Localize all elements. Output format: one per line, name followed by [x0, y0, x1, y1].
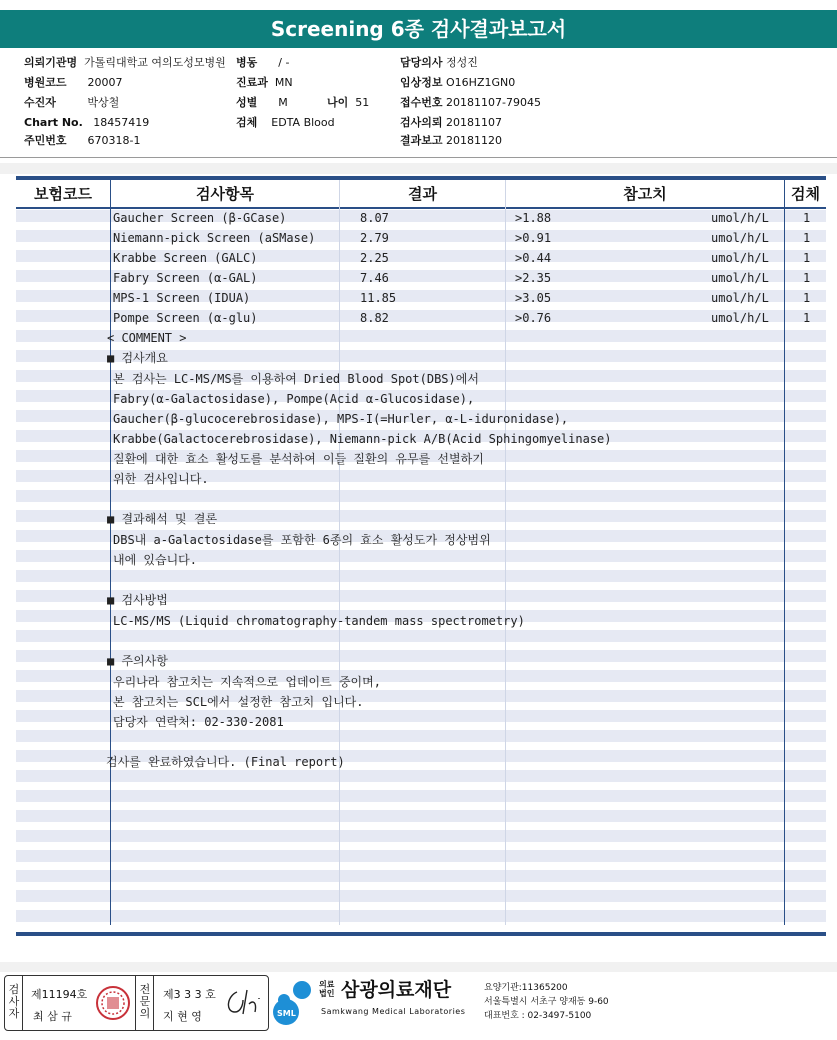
- row-stripe: [16, 810, 826, 822]
- examiner-license: 제11194호: [31, 988, 88, 1001]
- reference-value: >0.76: [515, 311, 552, 325]
- specimen-number: 1: [803, 291, 811, 305]
- specialist-name: 지 현 영: [163, 1010, 202, 1023]
- specimen-field: 검체 EDTA Blood: [236, 116, 335, 129]
- specimen-number: 1: [803, 231, 811, 245]
- column-divider: [505, 180, 506, 925]
- comment-line: 담당자 연락처: 02-330-2081: [113, 715, 284, 729]
- seal-stamp-icon: [95, 985, 131, 1021]
- report-date-field: 결과보고 20181120: [400, 134, 503, 147]
- clinical-info-field: 임상정보 O16HZ1GN0: [400, 76, 516, 89]
- ward-field: 병동 / -: [236, 56, 290, 69]
- section-heading: ■ 검사방법: [107, 593, 168, 607]
- result-item: Gaucher Screen (β-GCase): [113, 211, 287, 225]
- doctor-field: 담당의사 정성진: [400, 56, 478, 69]
- row-stripe: [16, 830, 826, 842]
- row-stripe: [16, 870, 826, 882]
- row-stripe: [16, 570, 826, 582]
- comment-line: LC-MS/MS (Liquid chromatography-tandem mass spectrometry): [113, 614, 525, 628]
- header-divider: [0, 157, 837, 158]
- reference-unit: umol/h/L: [711, 211, 769, 225]
- org-type-label: 의료 법인: [319, 980, 335, 998]
- comment-line: 본 참고치는 SCL에서 설정한 참고치 입니다.: [113, 695, 364, 709]
- result-value: 8.82: [360, 311, 389, 325]
- comment-tag: < COMMENT >: [107, 331, 187, 345]
- specimen-number: 1: [803, 311, 811, 325]
- chart-number-field: Chart No. 18457419: [24, 116, 150, 129]
- row-stripe: [16, 910, 826, 922]
- comment-line: Gaucher(β-glucocerebrosidase), MPS-I(=Hurler, α-L-iduronidase),: [113, 412, 569, 426]
- reference-value: >0.44: [515, 251, 552, 265]
- specimen-number: 1: [803, 211, 811, 225]
- specialist-license: 제3 3 3 호: [163, 988, 216, 1001]
- reference-value: >0.91: [515, 231, 552, 245]
- row-stripe: [16, 790, 826, 802]
- result-value: 7.46: [360, 271, 389, 285]
- row-stripe: [16, 850, 826, 862]
- section-heading: ■ 주의사항: [107, 654, 168, 668]
- comment-line: Fabry(α-Galactosidase), Pompe(Acid α-Glucosidase),: [113, 392, 475, 406]
- reference-unit: umol/h/L: [711, 231, 769, 245]
- resident-id-field: 주민번호 670318-1: [24, 134, 141, 147]
- comment-line: DBS내 a-Galactosidase를 포함한 6종의 효소 활성도가 정상범위: [113, 533, 491, 547]
- section-heading: ■ 결과해석 및 결론: [107, 512, 218, 526]
- result-value: 8.07: [360, 211, 389, 225]
- report-title: Screening 6종 검사결과보고서: [0, 10, 837, 48]
- institution-field: 의뢰기관명 가톨릭대학교 여의도성모병원: [24, 56, 226, 69]
- column-divider: [784, 180, 785, 925]
- reference-value: >1.88: [515, 211, 552, 225]
- row-stripe: [16, 890, 826, 902]
- section-gap: [0, 163, 837, 174]
- logo-text: SML: [277, 1009, 296, 1018]
- reference-unit: umol/h/L: [711, 251, 769, 265]
- hospital-code-field: 병원코드 20007: [24, 76, 123, 89]
- specimen-number: 1: [803, 271, 811, 285]
- reference-unit: umol/h/L: [711, 291, 769, 305]
- examiner-name: 최 삼 규: [33, 1010, 72, 1023]
- row-stripe: [16, 630, 826, 642]
- col-header-result: 결과: [408, 185, 437, 203]
- result-item: MPS-1 Screen (IDUA): [113, 291, 251, 305]
- col-header-test-item: 검사항목: [196, 185, 254, 203]
- org-phone: 대표번호 : 02-3497-5100: [484, 1011, 592, 1021]
- result-value: 2.79: [360, 231, 389, 245]
- result-value: 11.85: [360, 291, 397, 305]
- examiner-label: 검사자: [8, 983, 20, 1020]
- comment-line: 질환에 대한 효소 활성도를 분석하여 이들 질환의 유무를 선별하기: [113, 452, 484, 466]
- column-divider: [339, 180, 340, 925]
- org-address: 서울특별시 서초구 양재동 9-60: [484, 997, 609, 1007]
- col-header-insurance-code: 보험코드: [34, 185, 92, 203]
- result-item: Pompe Screen (α-glu): [113, 311, 258, 325]
- reference-value: >2.35: [515, 271, 552, 285]
- signature-icon: [219, 986, 263, 1018]
- org-name: 삼광의료재단: [341, 979, 452, 1001]
- result-item: Fabry Screen (α-GAL): [113, 271, 258, 285]
- section-heading: ■ 검사개요: [107, 351, 168, 365]
- comment-line: 우리나라 참고치는 지속적으로 업데이트 중이며,: [113, 675, 381, 689]
- signature-box: [4, 975, 269, 1031]
- col-header-reference: 참고치: [623, 185, 667, 203]
- receipt-number-field: 접수번호 20181107-79045: [400, 96, 541, 109]
- care-code: 요양기관:11365200: [484, 983, 568, 993]
- specimen-number: 1: [803, 251, 811, 265]
- reference-unit: umol/h/L: [711, 271, 769, 285]
- request-date-field: 검사의뢰 20181107: [400, 116, 503, 129]
- specialist-label: 전문의: [139, 983, 151, 1020]
- final-report-note: 검사를 완료하였습니다. (Final report): [106, 755, 345, 769]
- comment-line: 위한 검사입니다.: [113, 472, 209, 486]
- footer-gap: [0, 962, 837, 972]
- col-header-specimen: 검체: [791, 185, 820, 203]
- comment-line: 내에 있습니다.: [113, 553, 198, 567]
- column-divider: [110, 180, 111, 925]
- comment-line: 본 검사는 LC-MS/MS를 이용하여 Dried Blood Spot(DBS)에서: [113, 372, 479, 386]
- age-field: 나이 51: [327, 96, 370, 109]
- sex-field: 성별 M: [236, 96, 288, 109]
- org-english-name: Samkwang Medical Laboratories: [321, 1007, 466, 1016]
- sml-logo-icon: [272, 978, 316, 1026]
- department-field: 진료과 MN: [236, 76, 293, 89]
- result-item: Niemann-pick Screen (aSMase): [113, 231, 316, 245]
- comment-line: Krabbe(Galactocerebrosidase), Niemann-pick A/B(Acid Sphingomyelinase): [113, 432, 612, 446]
- row-stripe: [16, 490, 826, 502]
- patient-field: 수진자 박상철: [24, 96, 120, 109]
- table-bottom-rule: [16, 932, 826, 936]
- result-item: Krabbe Screen (GALC): [113, 251, 258, 265]
- reference-value: >3.05: [515, 291, 552, 305]
- result-value: 2.25: [360, 251, 389, 265]
- reference-unit: umol/h/L: [711, 311, 769, 325]
